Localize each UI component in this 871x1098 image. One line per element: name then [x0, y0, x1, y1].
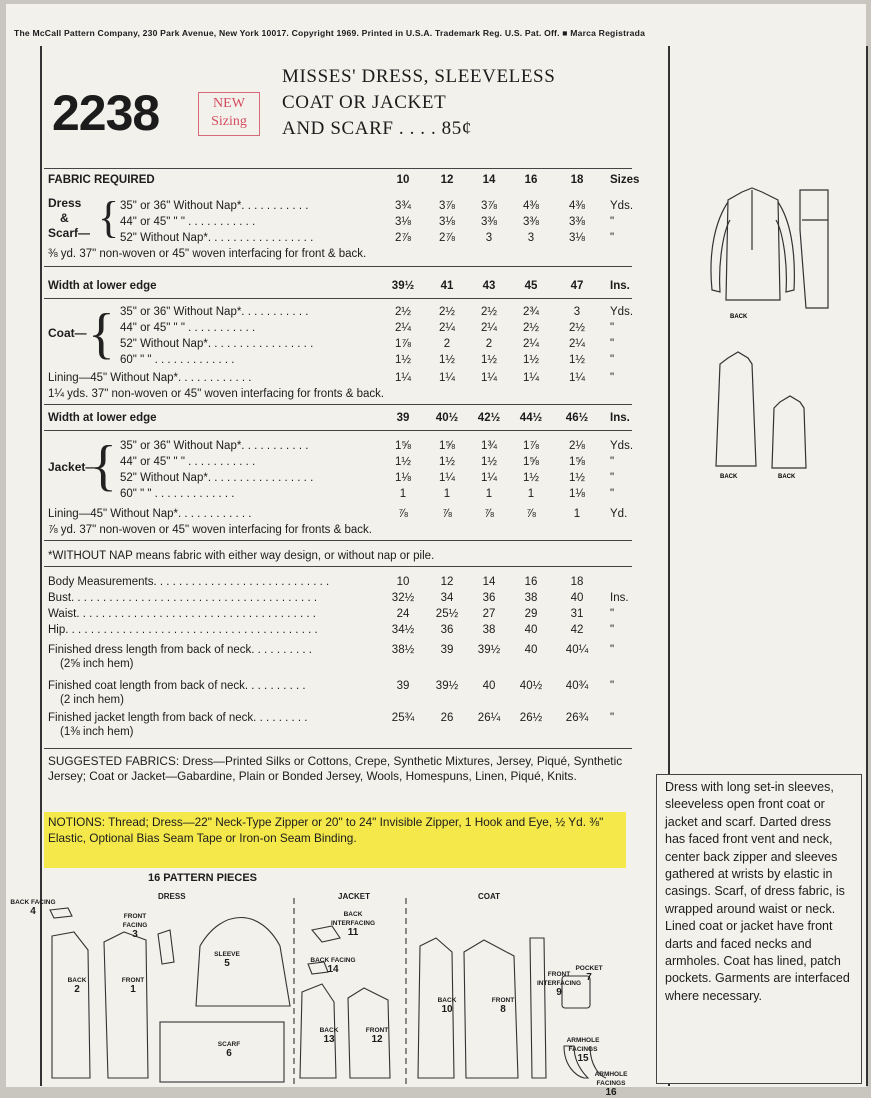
dress-yardage-row [48, 216, 638, 228]
dress-yardage-row-value: 2⅞ [439, 232, 455, 244]
dress-yardage-row-value: 3⅛ [439, 216, 455, 228]
pattern-piece-label [206, 1040, 252, 1058]
body-measure-row-value: 25¾ [391, 712, 415, 724]
jacket-yardage-row-value: 1¼ [481, 472, 497, 484]
body-measure-row-value: 40¼ [565, 644, 589, 656]
body-measure-row-value: 36 [440, 624, 454, 636]
pattern-piece-number: 3 [132, 929, 138, 940]
body-measure-row-label: Hip. . . . . . . . . . . . . . . . . . . . . . . . . . . . . . . . . . . . . . . . [48, 624, 318, 636]
pattern-piece-label [110, 976, 156, 994]
dress-yardage-row-value: 3 [527, 232, 535, 244]
body-measure-heading-value: 18 [570, 576, 584, 588]
dress-width-row-value: 41 [440, 280, 454, 292]
pattern-piece-number: 13 [323, 1034, 335, 1045]
body-measure-row-value: 40 [482, 680, 496, 692]
jacket-yardage-row-value: 1 [527, 488, 535, 500]
body-measure-row-value: 40 [524, 624, 538, 636]
jacket-lining-row-value: ⅞ [484, 508, 494, 520]
coat-yardage-row-label: 44" or 45" " " . . . . . . . . . . . [120, 322, 256, 334]
coat-width-row [48, 412, 638, 424]
coat-width-row-unit: Ins. [610, 412, 630, 424]
fabric-heading-row-value: 14 [482, 174, 496, 186]
body-measure-row-value: 26¼ [477, 712, 501, 724]
body-measure-row-label: Finished coat length from back of neck. . . . . . . . . . [48, 680, 306, 692]
body-measure-row-value: 39 [440, 644, 454, 656]
coat-width-row-value: 40½ [435, 412, 459, 424]
coat-yardage-row-label: 52" Without Nap*. . . . . . . . . . . . . . . . . [120, 338, 314, 350]
dress-width-row-value: 45 [524, 280, 538, 292]
coat-yardage-row-value: 2½ [439, 306, 455, 318]
body-measure-row [48, 712, 638, 724]
pattern-piece-name: BACK [67, 977, 87, 984]
dress-width-row [48, 280, 638, 292]
jacket-yardage-row-value: 1¼ [439, 472, 455, 484]
coat-yardage-row-value: 2¾ [523, 306, 539, 318]
pattern-piece-name: SCARF [217, 1041, 241, 1048]
coat-yardage-row-value: 2½ [395, 306, 411, 318]
pattern-piece-name: BACK FACING [310, 957, 356, 964]
jacket-yardage-row-value: 1¾ [481, 440, 497, 452]
jacket-yardage-row-value: 1⅝ [523, 456, 539, 468]
jacket-yardage-row-value: 1⅝ [395, 440, 411, 452]
dress-yardage-row-value: 2⅞ [395, 232, 411, 244]
dress-yardage-row-value: 3⅛ [395, 216, 411, 228]
group-dress-label: DRESS [158, 892, 186, 901]
body-measure-heading [48, 576, 638, 588]
coat-yardage-row-unit: Yds. [610, 306, 634, 318]
coat-yardage-row-value: 2¼ [395, 322, 411, 334]
pattern-piece-number: 9 [556, 987, 562, 998]
pattern-piece-number: 5 [224, 958, 230, 969]
body-measure-row-value: 25½ [435, 608, 459, 620]
suggested-fabrics: SUGGESTED FABRICS: Dress—Printed Silks or Cottons, Crepe, Synthetic Mixtures, Jersey, Piqué, Synthetic Jersey; Coat or Jacket—Gabardine, Plain or Bonded Jersey, Wools, Homespuns, Linen, Piqué, Knits. [48, 754, 623, 783]
divider [44, 168, 632, 169]
body-measure-row-value: 39½ [435, 680, 459, 692]
jacket-yardage-row-value: 1½ [569, 472, 585, 484]
body-measure-row-value: 34½ [391, 624, 415, 636]
body-measure-row-label: Bust. . . . . . . . . . . . . . . . . . . . . . . . . . . . . . . . . . . . . . . [48, 592, 318, 604]
body-measure-row [48, 592, 638, 604]
body-measure-row-value: 24 [396, 608, 410, 620]
pattern-piece-label [330, 910, 376, 937]
coat-yardage-row [48, 322, 638, 334]
dress-side-label: Scarf— [48, 226, 91, 240]
pattern-piece-label [480, 996, 526, 1014]
pattern-piece-label [560, 1036, 606, 1063]
jacket-yardage-row-label: 35" or 36" Without Nap*. . . . . . . . . . . [120, 440, 309, 452]
divider [44, 748, 632, 749]
pattern-piece-name: SLEEVE [214, 951, 240, 958]
body-measure-row-label: Waist. . . . . . . . . . . . . . . . . . . . . . . . . . . . . . . . . . . . . . [48, 608, 316, 620]
dress-yardage-row-value: 3⅜ [481, 216, 497, 228]
pattern-piece-name: BACK [437, 997, 457, 1004]
jacket-yardage-row-unit: " [610, 472, 615, 484]
jacket-yardage-row [48, 456, 638, 468]
dress-back-shape [52, 932, 90, 1078]
dress-yardage-row-value: 4⅜ [569, 200, 585, 212]
new-sizing-badge [198, 92, 260, 136]
group-coat-label: COAT [478, 892, 501, 901]
body-measure-row-value: 39 [396, 680, 410, 692]
body-measure-row [48, 680, 638, 692]
dress-side-label: & [60, 211, 69, 225]
dress-yardage-row-unit: " [610, 216, 615, 228]
pattern-piece-number: 16 [605, 1087, 617, 1098]
jacket-yardage-row-value: 1 [443, 488, 451, 500]
body-measure-heading-value: 16 [524, 576, 538, 588]
pattern-piece-number: 7 [586, 972, 592, 983]
coat-yardage-row-value: 2½ [523, 322, 539, 334]
body-measure-heading-value: 10 [396, 576, 410, 588]
pattern-piece-name: BACK INTERFACING [330, 911, 376, 927]
coat-yardage-row-value: 2½ [569, 322, 585, 334]
jacket-yardage-row-value: 1⅞ [523, 440, 539, 452]
dress-yardage-row-value: 3⅞ [481, 200, 497, 212]
coat-width-row-value: 42½ [477, 412, 501, 424]
jacket-yardage-row-value: 1⅛ [569, 488, 585, 500]
jacket-yardage-row-value: 2⅛ [569, 440, 585, 452]
jacket-yardage-row-value: 1½ [481, 456, 497, 468]
coat-yardage-row-unit: " [610, 338, 615, 350]
coat-yardage-row-label: 35" or 36" Without Nap*. . . . . . . . . . . [120, 306, 309, 318]
pattern-piece-number: 4 [30, 906, 36, 917]
pattern-pieces-title: 16 PATTERN PIECES [148, 872, 258, 884]
divider [44, 298, 632, 299]
coat-yardage-row-value: 1½ [569, 354, 585, 366]
sketch-back-label-1: BACK [730, 314, 748, 320]
pattern-number: 2238 [52, 85, 160, 141]
coat-width-row-value: 39 [396, 412, 410, 424]
body-measure-row-value: 26¾ [565, 712, 589, 724]
pattern-piece-number: 6 [226, 1048, 232, 1059]
dress-side-label: Dress [48, 196, 82, 210]
pattern-piece-label [354, 1026, 400, 1044]
dress-width-row-unit: Ins. [610, 280, 630, 292]
body-measure-row-unit: " [610, 712, 615, 724]
title-line-1: MISSES' DRESS, SLEEVELESS [282, 66, 556, 87]
body-measure-row-label: Finished jacket length from back of neck. . . . . . . . . [48, 712, 308, 724]
coat-yardage-row-value: 2 [443, 338, 451, 350]
jacket-yardage-row-value: 1½ [439, 456, 455, 468]
body-measure-row-value: 38½ [391, 644, 415, 656]
dress-back-sketch [711, 188, 794, 300]
pattern-piece-label [588, 1070, 634, 1097]
pattern-piece-name: ARMHOLE FACINGS [566, 1037, 600, 1053]
coat-yardage-row-value: 2½ [481, 306, 497, 318]
coat-yardage-row-value: 3 [573, 306, 581, 318]
coat-brace: { [88, 303, 115, 365]
without-nap-note: *WITHOUT NAP means fabric with either way design, or without nap or pile. [48, 550, 435, 562]
divider [44, 430, 632, 431]
coat-yardage-row [48, 306, 638, 318]
jacket-yardage-row-label: 52" Without Nap*. . . . . . . . . . . . . . . . . [120, 472, 314, 484]
coat-width-row-value: 44½ [519, 412, 543, 424]
pattern-piece-label [54, 976, 100, 994]
coat-lining-row-value: 1¼ [481, 372, 497, 384]
coat-yardage-row [48, 354, 638, 366]
title-line-2: COAT OR JACKET [282, 92, 447, 113]
body-measure-row-value: 26½ [519, 712, 543, 724]
jacket-yardage-row-unit: Yds. [610, 440, 634, 452]
pattern-piece-label [424, 996, 470, 1014]
pattern-piece-label [566, 964, 612, 982]
dress-yardage-row-value: 3¾ [395, 200, 411, 212]
divider [44, 404, 632, 405]
badge-line-1: NEW [213, 96, 245, 111]
divider [44, 540, 632, 541]
coat-lining-row-value: 1¼ [439, 372, 455, 384]
jacket-side-label: Jacket— [48, 460, 98, 474]
pattern-piece-number: 12 [371, 1034, 383, 1045]
dress-yardage-row-value: 3⅛ [569, 232, 585, 244]
jacket-yardage-row-value: 1⅝ [439, 440, 455, 452]
pattern-piece-name: FRONT INTERFACING [536, 971, 582, 987]
coat-yardage-row-value: 2¼ [481, 322, 497, 334]
dress-yardage-row-label: 44" or 45" " " . . . . . . . . . . . [120, 216, 256, 228]
jacket-yardage-row-value: 1½ [523, 472, 539, 484]
pattern-piece-name: BACK [319, 1027, 339, 1034]
coat-width-row-value: 46½ [565, 412, 589, 424]
coat-back-sketch [716, 352, 756, 466]
coat-interfacing-note: 1¼ yds. 37" non-woven or 45" woven interfacing for fronts & back. [48, 388, 385, 400]
jacket-back-sketch [772, 396, 806, 468]
jacket-interfacing-note: ⅞ yd. 37" non-woven or 45" woven interfacing for fronts & back. [48, 524, 372, 536]
dress-front-shape [104, 932, 148, 1078]
body-measure-heading-label: Body Measurements. . . . . . . . . . . . . . . . . . . . . . . . . . . . [48, 576, 330, 588]
body-measure-row-value: 27 [482, 608, 496, 620]
body-measure-row-value: 38 [482, 624, 496, 636]
body-measure-row [48, 608, 638, 620]
jacket-lining-row-value: 1 [573, 508, 581, 520]
dress-yardage-row-value: 3⅞ [439, 200, 455, 212]
coat-yardage-row-unit: " [610, 354, 615, 366]
pattern-piece-label [204, 950, 250, 968]
badge-line-2: Sizing [211, 114, 247, 129]
coat-yardage-row-value: 1½ [395, 354, 411, 366]
pattern-piece-number: 2 [74, 984, 80, 995]
coat-lining-row [48, 372, 638, 384]
pattern-piece-name: ARMHOLE FACINGS [594, 1071, 628, 1087]
pattern-title [282, 64, 555, 142]
jacket-yardage-row-value: 1⅝ [569, 456, 585, 468]
jacket-lining-row-value: ⅞ [526, 508, 536, 520]
body-measure-heading-value: 12 [440, 576, 454, 588]
sketch-back-label-2: BACK [720, 474, 738, 480]
notions-highlight: NOTIONS: Thread; Dress—22" Neck-Type Zipper or 20" to 24" Invisible Zipper, 1 Hook and Eye, ½ Yd. ⅜" Elastic, Optional Bias Seam Tape or Iron-on Seam Binding. [44, 812, 626, 868]
jacket-yardage-row [48, 440, 638, 452]
dress-width-row-value: 43 [482, 280, 496, 292]
jacket-brace: { [90, 435, 117, 497]
jacket-yardage-row-value: 1⅛ [395, 472, 411, 484]
coat-lining-row-label: Lining—45" Without Nap*. . . . . . . . . . . . [48, 372, 252, 384]
pattern-piece-number: 11 [347, 927, 359, 938]
pattern-piece-number: 15 [577, 1053, 589, 1064]
dress-yardage-row-value: 3⅜ [523, 216, 539, 228]
body-measure-row-value: 38 [524, 592, 538, 604]
jacket-yardage-row-unit: " [610, 456, 615, 468]
body-measure-row-value: 31 [570, 608, 584, 620]
body-measure-row-value: 40 [524, 644, 538, 656]
garment-description: Dress with long set-in sleeves, sleeveless open front coat or jacket and scarf. Darted dress has faced front vent and neck, center back zipper and sleeves gathered at wrists by elastic in casings. Scarf, of dress fabric, is wrapped around waist or neck. Lined coat or jacket have front darts and faced necks and armholes. Coat has lined, patch pockets. Garments are interfaced where necessary. [656, 774, 862, 1084]
dress-yardage-row-label: 35" or 36" Without Nap*. . . . . . . . . . . [120, 200, 309, 212]
pattern-piece-number: 1 [130, 984, 136, 995]
title-line-3: AND SCARF . . . . 85¢ [282, 118, 472, 139]
jacket-yardage-row-label: 60" " " . . . . . . . . . . . . . [120, 488, 235, 500]
coat-lining-row-unit: " [610, 372, 615, 384]
pattern-piece-label [310, 956, 356, 974]
coat-yardage-row-value: 1½ [439, 354, 455, 366]
garment-sketches [690, 180, 850, 490]
fabric-heading-row-unit: Sizes [610, 174, 640, 186]
jacket-lining-row-value: ⅞ [442, 508, 452, 520]
jacket-lining-row-label: Lining—45" Without Nap*. . . . . . . . . . . . [48, 508, 252, 520]
coat-yardage-row-value: 2¼ [523, 338, 539, 350]
jacket-yardage-row-label: 44" or 45" " " . . . . . . . . . . . [120, 456, 256, 468]
body-measure-row-value: 29 [524, 608, 538, 620]
body-measure-row-unit: " [610, 624, 615, 636]
coat-yardage-row-value: 1½ [481, 354, 497, 366]
pattern-piece-label [306, 1026, 352, 1044]
coat-yardage-row-value: 1⅞ [395, 338, 411, 350]
coat-lining-row-value: 1¼ [523, 372, 539, 384]
body-measure-row-value: 39½ [477, 644, 501, 656]
dress-yardage-row [48, 232, 638, 244]
body-measure-row-value: 40 [570, 592, 584, 604]
pattern-piece-name: FRONT FACING [122, 913, 148, 929]
jacket-yardage-row-value: 1 [399, 488, 407, 500]
pattern-piece-name: BACK FACING [10, 899, 56, 906]
dress-yardage-row-value: 4⅜ [523, 200, 539, 212]
body-measure-row-value: 40½ [519, 680, 543, 692]
coat-yardage-row-unit: " [610, 322, 615, 334]
group-jacket-label: JACKET [338, 892, 371, 901]
body-measure-row-unit: " [610, 680, 615, 692]
pattern-piece-number: 10 [441, 1004, 453, 1015]
pattern-piece-label [10, 898, 56, 916]
jacket-yardage-row-unit: " [610, 488, 615, 500]
pattern-piece-name: FRONT [121, 977, 145, 984]
body-measure-row [48, 644, 638, 656]
pattern-piece-number: 14 [327, 964, 339, 975]
coat-lining-row-value: 1¼ [569, 372, 585, 384]
body-measure-row-unit: " [610, 644, 615, 656]
body-measure-row-label: Finished dress length from back of neck. . . . . . . . . . [48, 644, 312, 656]
coat-front-interfacing-shape [530, 938, 546, 1078]
body-measure-row-value: 34 [440, 592, 454, 604]
hem-note: (2⅝ inch hem) [60, 658, 134, 670]
body-measure-heading-value: 14 [482, 576, 496, 588]
dress-front-facing-shape [158, 930, 174, 964]
dress-yardage-row-unit: Yds. [610, 200, 634, 212]
dress-width-row-value: 47 [570, 280, 584, 292]
coat-yardage-row-value: 1½ [523, 354, 539, 366]
dress-yardage-row-unit: " [610, 232, 615, 244]
jacket-yardage-row-value: 1 [485, 488, 493, 500]
jacket-yardage-row [48, 488, 638, 500]
fabric-heading-row-value: 12 [440, 174, 454, 186]
coat-lining-row-value: 1¼ [395, 372, 411, 384]
pattern-piece-number: 8 [500, 1004, 506, 1015]
body-measure-row-unit: " [610, 608, 615, 620]
jacket-yardage-row-value: 1½ [395, 456, 411, 468]
coat-yardage-row-value: 2¼ [569, 338, 585, 350]
coat-side-label: Coat— [48, 326, 87, 340]
body-measure-row [48, 624, 638, 636]
dress-yardage-row [48, 200, 638, 212]
dress-brace: { [98, 193, 120, 242]
fabric-heading-row-value: 10 [396, 174, 410, 186]
scarf-sketch [800, 190, 828, 308]
jacket-lining-row [48, 508, 638, 520]
body-measure-row-unit: Ins. [610, 592, 629, 604]
dress-yardage-row-value: 3⅜ [569, 216, 585, 228]
body-measure-row-value: 26 [440, 712, 454, 724]
pattern-piece-name: POCKET [575, 965, 603, 972]
dress-yardage-row-value: 3 [485, 232, 493, 244]
fabric-heading-row-value: 16 [524, 174, 538, 186]
coat-width-row-label: Width at lower edge [48, 412, 157, 424]
jacket-yardage-row [48, 472, 638, 484]
dress-interfacing-note: ⅜ yd. 37" non-woven or 45" woven interfacing for front & back. [48, 248, 367, 260]
hem-note: (1⅜ inch hem) [60, 726, 134, 738]
body-measure-row-value: 42 [570, 624, 584, 636]
body-measure-row-value: 40¾ [565, 680, 589, 692]
pattern-piece-label [112, 912, 158, 939]
divider [44, 266, 632, 267]
coat-yardage-row-value: 2¼ [439, 322, 455, 334]
dress-yardage-row-label: 52" Without Nap*. . . . . . . . . . . . . . . . . [120, 232, 314, 244]
coat-yardage-row-value: 2 [485, 338, 493, 350]
dress-width-row-label: Width at lower edge [48, 280, 157, 292]
fabric-heading-row-label: FABRIC REQUIRED [48, 174, 155, 186]
fabric-heading-row [48, 174, 638, 186]
company-line: The McCall Pattern Company, 230 Park Avenue, New York 10017. Copyright 1969. Printed in U.S.A. Trademark Reg. U.S. Pat. Off. ■ Marca Registrada [14, 28, 646, 38]
body-measure-row-value: 36 [482, 592, 496, 604]
divider [44, 566, 632, 567]
sketch-back-label-3: BACK [778, 474, 796, 480]
pattern-piece-name: FRONT [365, 1027, 389, 1034]
pattern-piece-name: FRONT [491, 997, 515, 1004]
jacket-lining-row-unit: Yd. [610, 508, 628, 520]
jacket-lining-row-value: ⅞ [398, 508, 408, 520]
coat-yardage-row-label: 60" " " . . . . . . . . . . . . . [120, 354, 235, 366]
hem-note: (2 inch hem) [60, 694, 124, 706]
body-measure-row-value: 32½ [391, 592, 415, 604]
coat-yardage-row [48, 338, 638, 350]
fabric-heading-row-value: 18 [570, 174, 584, 186]
dress-width-row-value: 39½ [391, 280, 415, 292]
